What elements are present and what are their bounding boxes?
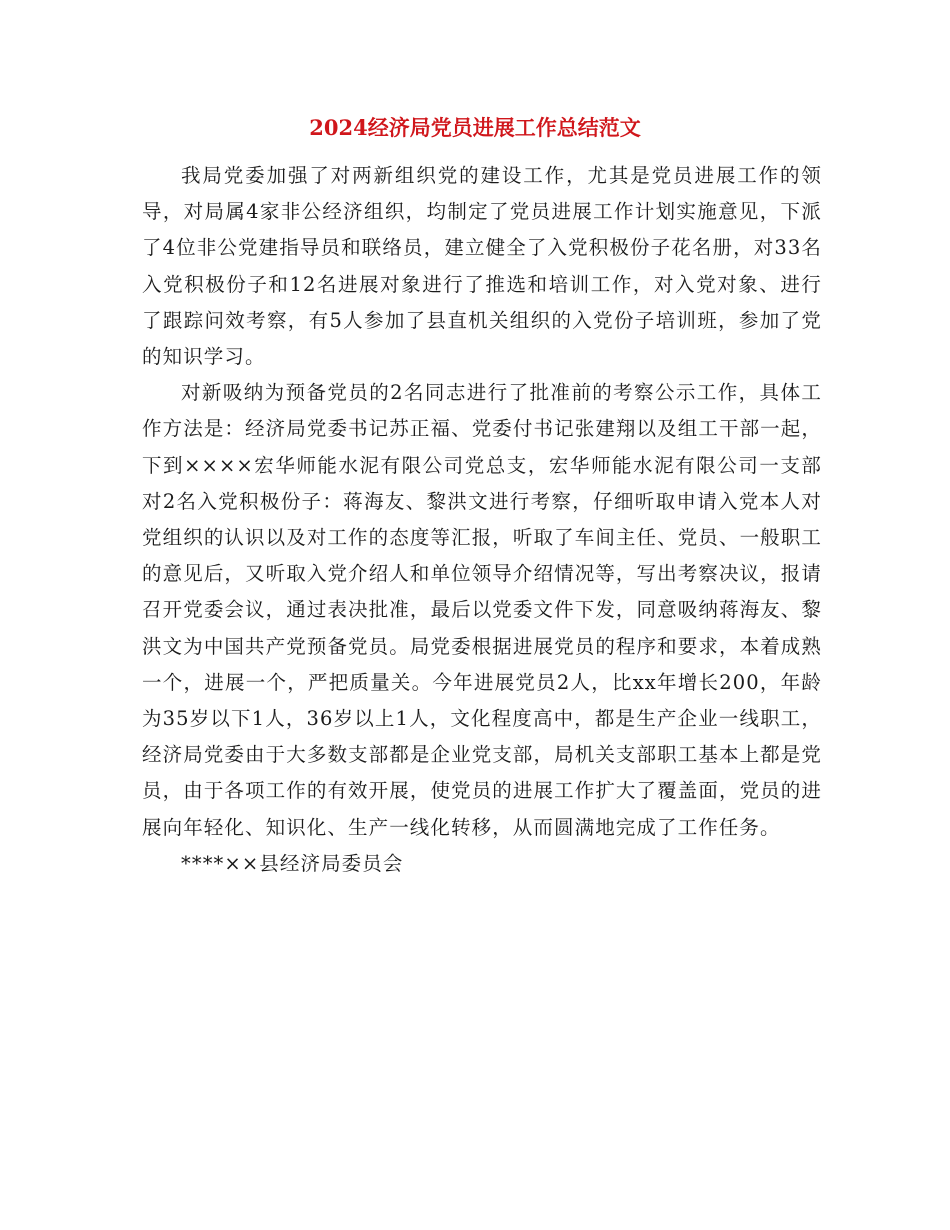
paragraph-2: 对新吸纳为预备党员的2名同志进行了批准前的考察公示工作，具体工作方法是：经济局党委书记苏正福、党委付书记张建翔以及组工干部一起，下到××××宏华师能水泥有限公司党总支，宏华师能水泥有限公司一支部对2名入党积极份子：蒋海友、黎洪文进行考察，仔细听取申请入党本人对党组织的认识以及对工作的态度等汇报，听取了车间主任、党员、一般职工的意见后，又听取入党介绍人和单位领导介绍情况等，写出考察决议，报请召开党委会议，通过表决批准，最后以党委文件下发，同意吸纳蒋海友、黎洪文为中国共产党预备党员。局党委根据进展党员的程序和要求，本着成熟一个，进展一个，严把质量关。今年进展党员2人，比xx年增长200，年龄为35岁以下1人，36岁以上1人，文化程度高中，都是生产企业一线职工，经济局党委由于大多数支部都是企业党支部，局机关支部职工基本上都是党员，由于各项工作的有效开展，使党员的进展工作扩大了覆盖面，党员的进展向年轻化、知识化、生产一线化转移，从而圆满地完成了工作任务。: [142, 381, 822, 839]
signature-line: ****××县经济局委员会: [181, 851, 404, 875]
document-body: [142, 158, 822, 882]
paragraph-1: 我局党委加强了对两新组织党的建设工作，尤其是党员进展工作的领导，对局属4家非公经济组织，均制定了党员进展工作计划实施意见，下派了4位非公党建指导员和联络员，建立健全了入党积极份子花名册，对33名入党积极份子和12名进展对象进行了推选和培训工作，对入党对象、进行了跟踪问效考察，有5人参加了县直机关组织的入党份子培训班，参加了党的知识学习。: [142, 164, 822, 369]
document-title: 2024经济局党员进展工作总结范文: [309, 115, 641, 140]
